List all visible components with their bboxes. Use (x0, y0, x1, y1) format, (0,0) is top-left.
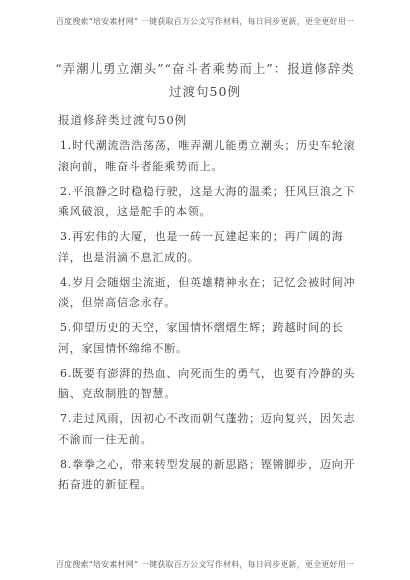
list-item: 6.既要有澎湃的热血、向死而生的勇气，也要有冷静的头脑、克敌制胜的智慧。 (58, 366, 356, 400)
list-item: 1.时代潮流浩浩荡荡，唯弄潮儿能勇立潮头；历史车轮滚滚向前，唯奋斗者能乘势而上。 (58, 139, 356, 173)
section-subtitle: 报道修辞类过渡句50例 (58, 113, 188, 127)
list-item: 8.拳拳之心，带来转型发展的新思路；铿锵脚步，迈向开拓奋进的新征程。 (58, 457, 356, 491)
page-footer-banner: 百度搜索“培安素材网” 一键获取百万公文写作材料，每日同步更新，更全更好用一 (55, 560, 355, 569)
sentence-list (58, 136, 360, 500)
list-item: 7.走过风雨，因初心不改而朝气蓬勃；迈向复兴，因矢志不渝而一往无前。 (58, 412, 356, 446)
list-item: 2.平浪静之时稳稳行驶，这是大海的温柔；狂风巨浪之下乘风破浪，这是舵手的本领。 (58, 184, 356, 218)
list-item: 4.岁月会随烟尘流逝，但英雄精神永在；记忆会被时间冲淡，但崇高信念永存。 (58, 275, 356, 309)
document-title-line-2: 过渡句50例 (169, 84, 241, 99)
list-item: 3.再宏伟的大厦，也是一砖一瓦建起来的；再广阔的海洋，也是涓滴不息汇成的。 (58, 230, 344, 264)
document-title-line-1: “弄潮儿勇立潮头”“奋斗者乘势而上”：报道修辞类 (55, 61, 355, 76)
list-item: 5.仰望历史的天空，家国情怀熠熠生辉；跨越时间的长河，家国情怀绵绵不断。 (58, 321, 344, 355)
page-header-banner: 百度搜索“培安素材网” 一键获取百万公文写作材料，每日同步更新，更全更好用一 (55, 17, 355, 26)
